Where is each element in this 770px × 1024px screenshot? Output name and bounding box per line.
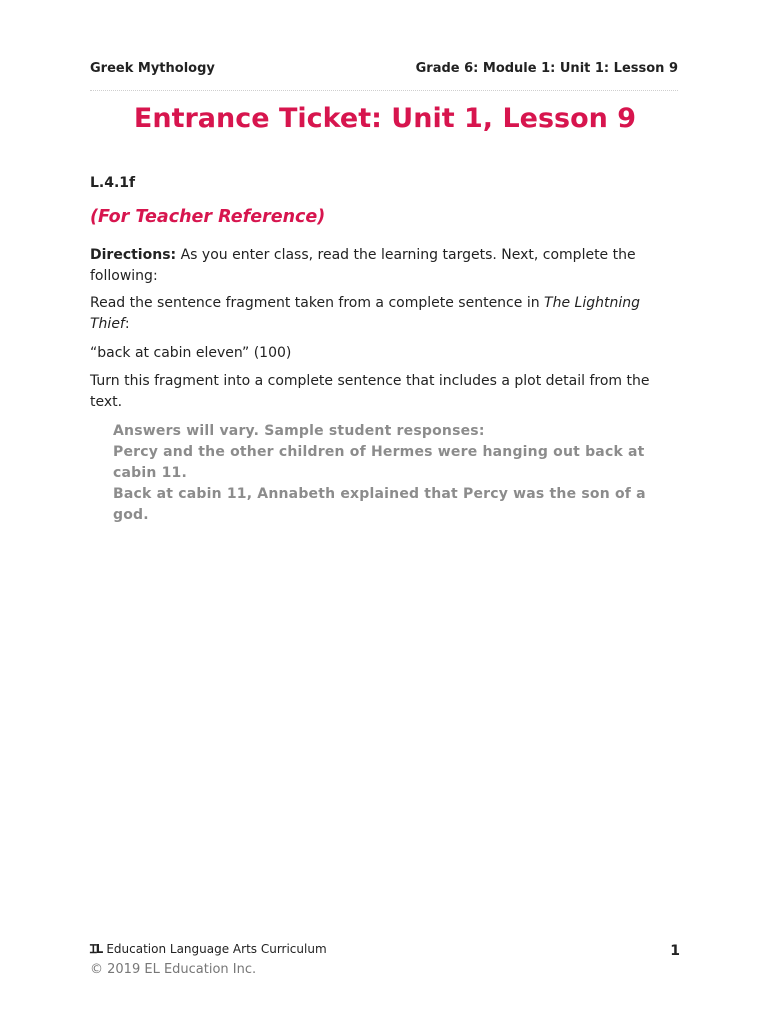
sample-answer-1: Percy and the other children of Hermes were hanging out back at cabin 11. [113, 444, 645, 481]
header-divider [90, 90, 678, 91]
directions-label: Directions: [90, 247, 177, 263]
header-lesson-info: Grade 6: Module 1: Unit 1: Lesson 9 [415, 61, 678, 76]
sample-answer-2: Back at cabin 11, Annabeth explained that Percy was the son of a god. [113, 486, 646, 523]
page-title: Entrance Ticket: Unit 1, Lesson 9 [133, 103, 637, 134]
el-logo-mark: ꞮL [90, 942, 103, 956]
sentence-fragment-quote: “back at cabin eleven” (100) [90, 345, 292, 361]
read-sentence-colon: : [124, 316, 130, 332]
header-subject: Greek Mythology [90, 61, 215, 76]
page-header [90, 61, 678, 76]
directions-text: As you enter class, read the learning targets. Next, complete the following: [90, 247, 636, 284]
directions-paragraph [90, 245, 680, 287]
answers-intro: Answers will vary. Sample student responses: [113, 423, 485, 439]
book-title: The Lightning Thief [90, 295, 640, 332]
page-number: 1 [670, 943, 680, 959]
teacher-reference-label: (For Teacher Reference) [90, 207, 326, 227]
curriculum-name: Education Language Arts Curriculum [106, 941, 327, 956]
sample-answers [113, 421, 683, 526]
footer-logo [90, 940, 327, 957]
copyright-notice: © 2019 EL Education Inc. [90, 962, 257, 977]
standard-code: L.4.1f [90, 175, 136, 191]
read-sentence-text: Read the sentence fragment taken from a complete sentence in [90, 295, 545, 311]
task-instruction: Turn this fragment into a complete sentence that includes a plot detail from the text. [90, 373, 650, 410]
read-sentence-paragraph [90, 293, 680, 335]
